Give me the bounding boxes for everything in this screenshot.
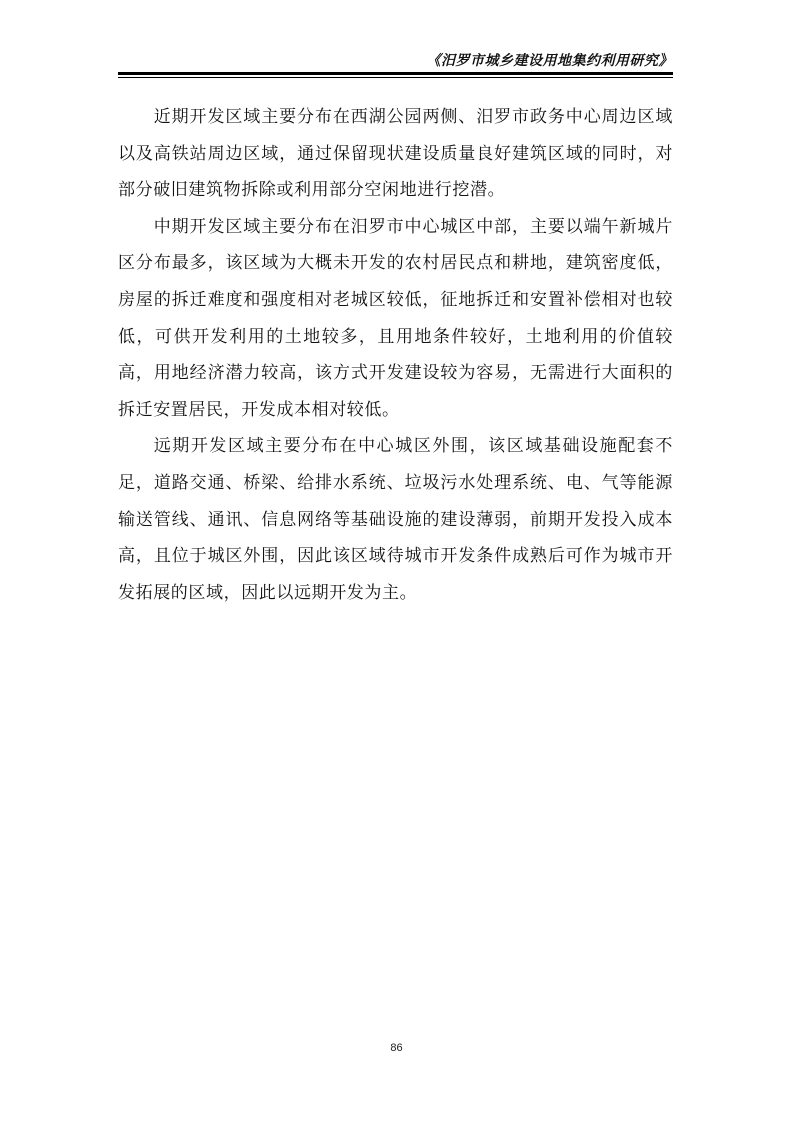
body-text <box>118 99 673 611</box>
page-header <box>118 52 673 82</box>
header-rule-thin <box>118 77 673 78</box>
header-rule-thick <box>118 72 673 75</box>
paragraph-mid-term: 中期开发区域主要分布在汨罗市中心城区中部，主要以端午新城片区分布最多，该区域为大概未开发的农村居民点和耕地，建筑密度低，房屋的拆迁难度和强度相对老城区较低，征地拆迁和安置补偿相对也较低，可供开发利用的土地较多，且用地条件较好，土地利用的价值较高，用地经济潜力较高，该方式开发建设较为容易，无需进行大面积的拆迁安置居民，开发成本相对较低。 <box>118 216 673 420</box>
paragraph-near-term: 近期开发区域主要分布在西湖公园两侧、汨罗市政务中心周边区域以及高铁站周边区域，通过保留现状建设质量良好建筑区域的同时，对部分破旧建筑物拆除或利用部分空闲地进行挖潜。 <box>118 107 673 201</box>
page-number: 86 <box>390 1042 403 1054</box>
paragraph-long-term: 远期开发区域主要分布在中心城区外围，该区域基础设施配套不足，道路交通、桥梁、给排水系统、垃圾污水处理系统、电、气等能源输送管线、通讯、信息网络等基础设施的建设薄弱，前期开发投入成本高，且位于城区外围，因此该区域待城市开发条件成熟后可作为城市开发拓展的区域，因此以远期开发为主。 <box>118 436 673 603</box>
header-title: 《汨罗市城乡建设用地集约利用研究》 <box>426 53 673 69</box>
